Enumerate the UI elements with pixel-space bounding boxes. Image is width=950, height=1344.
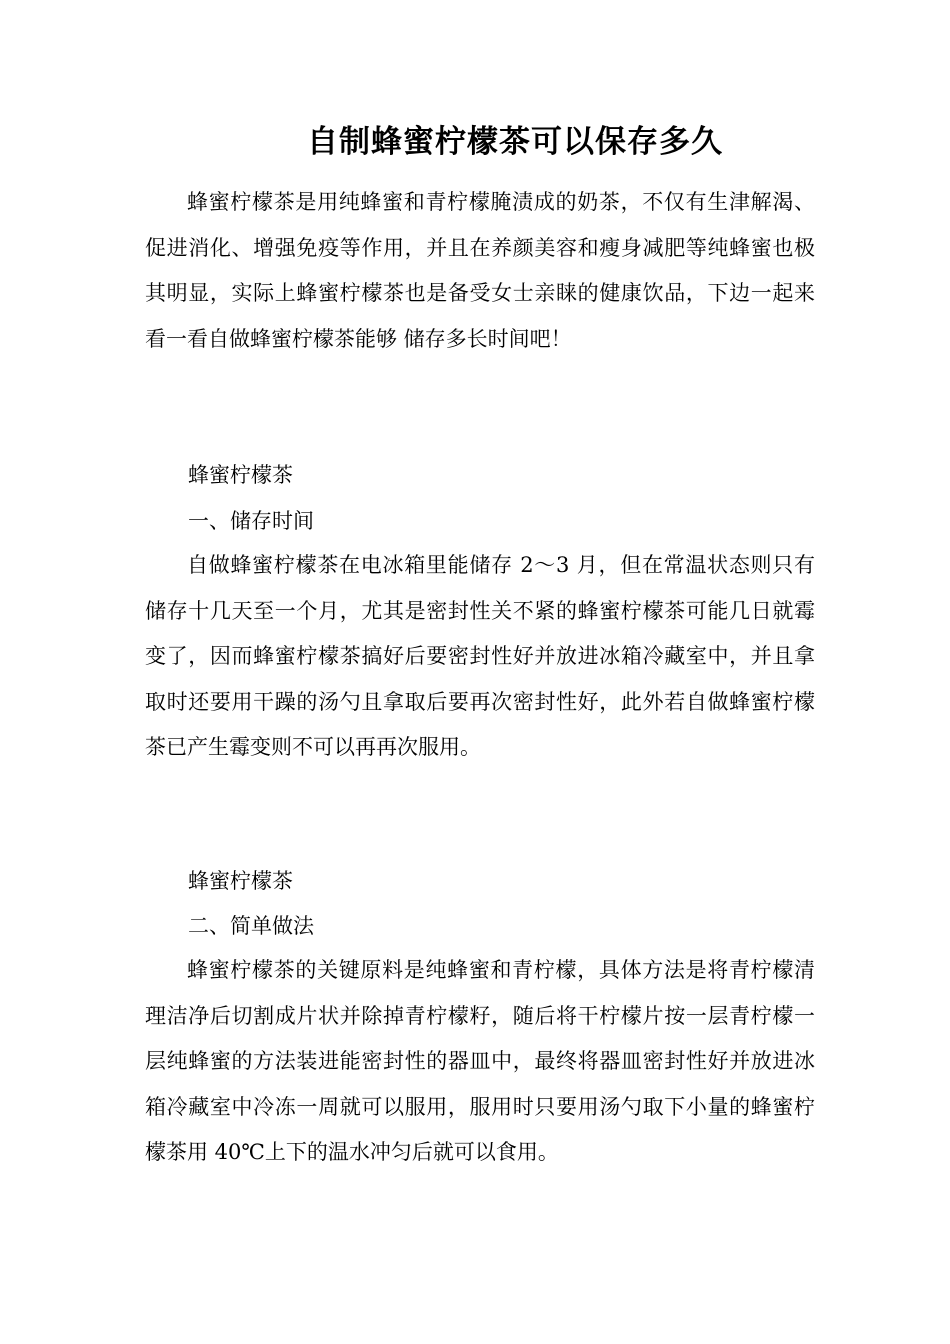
intro-paragraph: 蜂蜜柠檬茶是用纯蜂蜜和青柠檬腌渍成的奶茶，不仅有生津解渴、促进消化、增强免疫等作用，并且在养颜美容和瘦身减肥等纯蜂蜜也极其明显，实际上蜂蜜柠檬茶也是备受女士亲睐的健康饮品，下边一起来看一看自做蜂蜜柠檬茶能够 储存多长时间吧！	[145, 190, 815, 351]
section1-label: 蜂蜜柠檬茶	[188, 463, 293, 487]
document-title: 自制蜂蜜柠檬茶可以保存多久	[307, 124, 723, 160]
section2-heading: 二、简单做法	[188, 914, 314, 938]
section1-body: 自做蜂蜜柠檬茶在电冰箱里能储存 2～3 月，但在常温状态则只有储存十几天至一个月，尤其是密封性关不紧的蜂蜜柠檬茶可能几日就霉变了，因而蜂蜜柠檬茶搞好后要密封性好并放进冰箱冷藏室中，并且拿取时还要用干躁的汤勺且拿取后要再次密封性好，此外若自做蜂蜜柠檬茶已产生霉变则不可以再再次服用。	[145, 553, 815, 759]
section1-heading: 一、储存时间	[188, 509, 314, 533]
section2-body: 蜂蜜柠檬茶的关键原料是纯蜂蜜和青柠檬，具体方法是将青柠檬清理洁净后切割成片状并除掉青柠檬籽，随后将干柠檬片按一层青柠檬一层纯蜂蜜的方法装进能密封性的器皿中，最终将器皿密封性好并放进冰箱冷藏室中冷冻一周就可以服用，服用时只要用汤勺取下小量的蜂蜜柠檬茶用 40℃上下的温水冲匀后就可以食用。	[145, 958, 815, 1164]
section2-label: 蜂蜜柠檬茶	[188, 869, 293, 893]
